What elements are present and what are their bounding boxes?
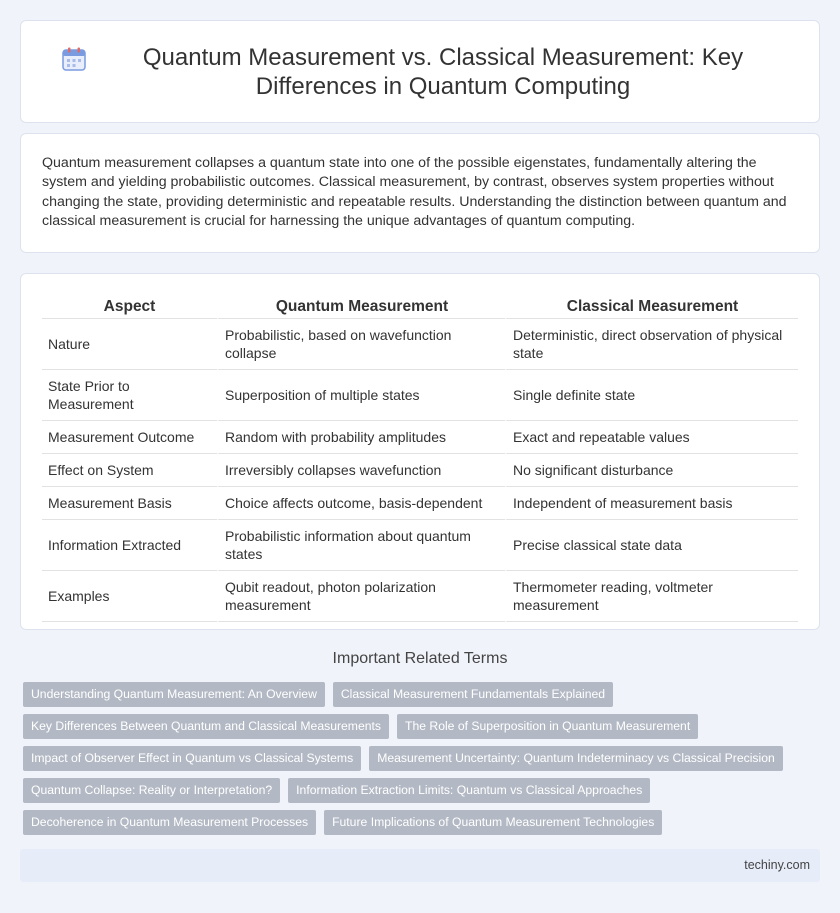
table-row (42, 520, 798, 571)
row-classical: Independent of measurement basis (505, 487, 798, 520)
header-classical: Classical Measurement (505, 294, 798, 319)
table-row (42, 319, 798, 370)
row-quantum: Choice affects outcome, basis-dependent (217, 487, 505, 520)
table-row (42, 421, 798, 454)
row-classical: Single definite state (505, 370, 798, 421)
row-aspect: State Prior to Measurement (42, 370, 217, 421)
related-terms-list (23, 682, 813, 842)
related-term-link[interactable]: Classical Measurement Fundamentals Explained (333, 682, 613, 707)
table-row (42, 571, 798, 622)
intro-card (20, 133, 820, 253)
row-aspect: Nature (42, 319, 217, 370)
footer (20, 849, 820, 882)
page-title: Quantum Measurement vs. Classical Measurement: Key Differences in Quantum Computing (142, 43, 744, 100)
related-term-link[interactable]: Impact of Observer Effect in Quantum vs Classical Systems (23, 746, 361, 771)
row-quantum: Irreversibly collapses wavefunction (217, 454, 505, 487)
table-row (42, 454, 798, 487)
comparison-table (42, 294, 798, 622)
table-header-row (42, 294, 798, 319)
row-aspect: Measurement Basis (42, 487, 217, 520)
row-aspect: Examples (42, 571, 217, 622)
related-term-link[interactable]: Key Differences Between Quantum and Classical Measurements (23, 714, 389, 739)
related-term-link[interactable]: Quantum Collapse: Reality or Interpretation? (23, 778, 280, 803)
comparison-card (20, 273, 820, 630)
related-term-link[interactable]: Measurement Uncertainty: Quantum Indeterminacy vs Classical Precision (369, 746, 783, 771)
row-quantum: Probabilistic, based on wavefunction collapse (217, 319, 505, 370)
related-term-link[interactable]: Understanding Quantum Measurement: An Overview (23, 682, 325, 707)
calendar-icon (61, 46, 87, 72)
footer-brand[interactable]: techiny.com (744, 858, 810, 872)
row-aspect: Information Extracted (42, 520, 217, 571)
row-quantum: Qubit readout, photon polarization measurement (217, 571, 505, 622)
row-classical: No significant disturbance (505, 454, 798, 487)
related-term-link[interactable]: Information Extraction Limits: Quantum vs Classical Approaches (288, 778, 650, 803)
related-terms-title: Important Related Terms (332, 650, 508, 667)
header-quantum: Quantum Measurement (217, 294, 505, 319)
row-quantum: Probabilistic information about quantum states (217, 520, 505, 571)
header-aspect: Aspect (42, 294, 217, 319)
row-classical: Precise classical state data (505, 520, 798, 571)
title-card (20, 20, 820, 123)
row-quantum: Random with probability amplitudes (217, 421, 505, 454)
related-term-link[interactable]: Future Implications of Quantum Measurement Technologies (324, 810, 662, 835)
row-classical: Exact and repeatable values (505, 421, 798, 454)
row-classical: Deterministic, direct observation of physical state (505, 319, 798, 370)
row-quantum: Superposition of multiple states (217, 370, 505, 421)
row-classical: Thermometer reading, voltmeter measurement (505, 571, 798, 622)
table-row (42, 487, 798, 520)
related-term-link[interactable]: Decoherence in Quantum Measurement Processes (23, 810, 316, 835)
row-aspect: Measurement Outcome (42, 421, 217, 454)
intro-paragraph: Quantum measurement collapses a quantum state into one of the possible eigenstates, fundamentally altering the system and yielding probabilistic outcomes. Classical measurement, by contrast, observes system properties without changing the state, providing deterministic and repeatable results. Understanding the distinction between quantum and classical measurement is crucial for harnessing the unique advantages of quantum computing. (42, 155, 787, 229)
related-term-link[interactable]: The Role of Superposition in Quantum Measurement (397, 714, 698, 739)
row-aspect: Effect on System (42, 454, 217, 487)
table-row (42, 370, 798, 421)
